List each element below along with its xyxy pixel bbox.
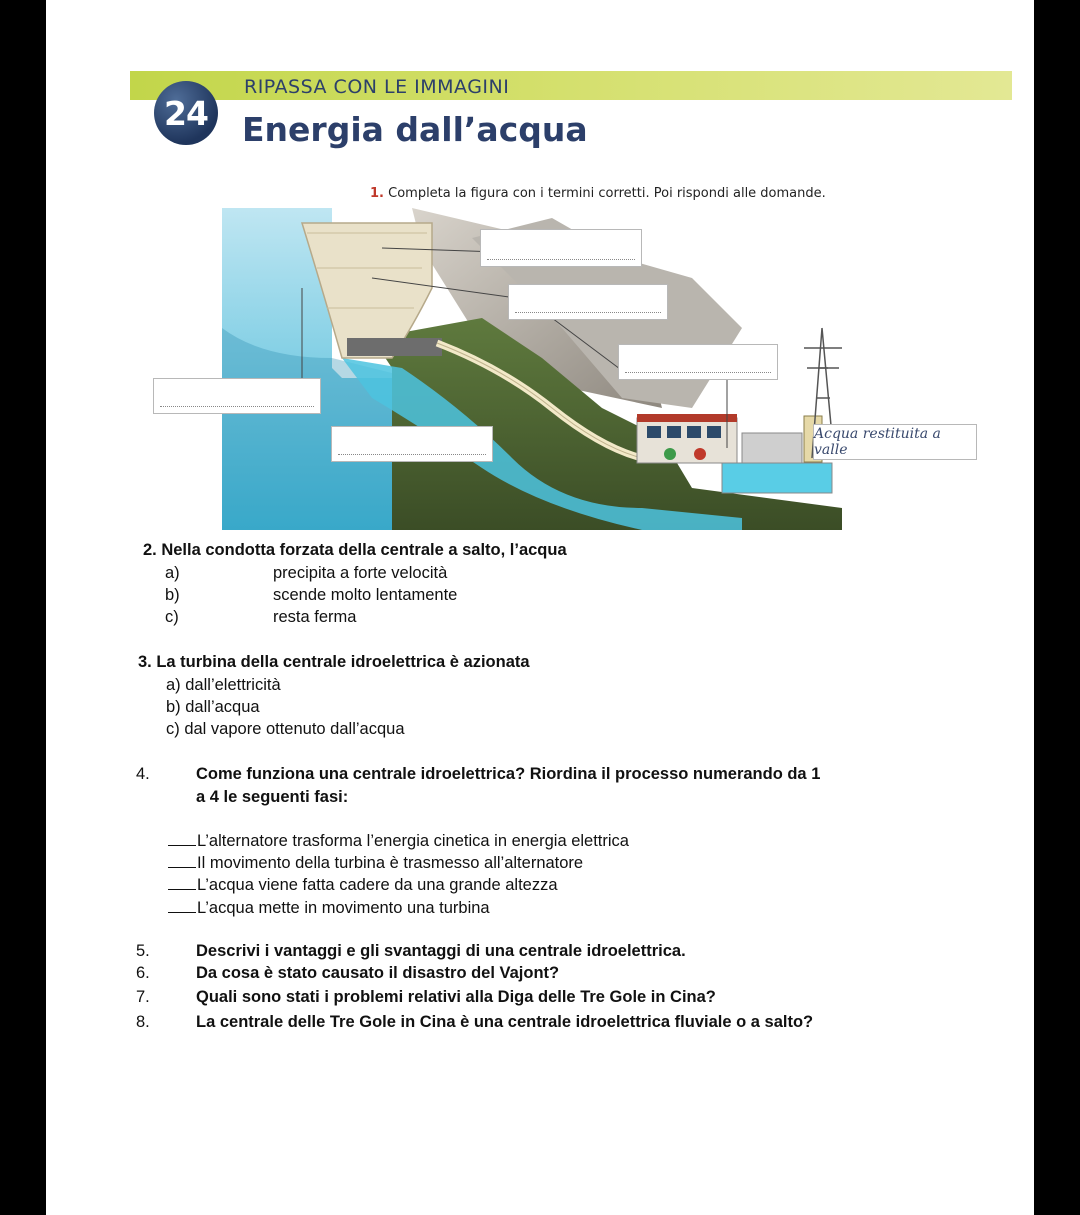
question-3-option-a[interactable]: a) dall’elettricità bbox=[166, 676, 281, 694]
question-7-number: 7. bbox=[136, 988, 150, 1006]
question-8-text: La centrale delle Tre Gole in Cina è una centrale idroelettrica fluviale o a salto? bbox=[196, 1013, 814, 1031]
figure-blank-2[interactable] bbox=[508, 284, 668, 320]
phase-item bbox=[168, 876, 558, 895]
phase-item bbox=[168, 899, 490, 918]
question-2-option-c[interactable]: resta ferma bbox=[273, 608, 357, 626]
question-2-option-b[interactable]: scende molto lentamente bbox=[273, 586, 458, 604]
power-house bbox=[637, 418, 737, 463]
phase-number-blank[interactable] bbox=[168, 912, 196, 913]
figure-label-outflow: Acqua restituita a valle bbox=[813, 424, 977, 460]
question-2-option-a[interactable]: precipita a forte velocità bbox=[273, 564, 448, 582]
question-2-stem: 2. Nella condotta forzata della centrale a salto, l’acqua bbox=[143, 541, 567, 559]
figure-blank-1[interactable] bbox=[480, 229, 642, 267]
phase-text: Il movimento della turbina è trasmesso all’alternatore bbox=[197, 854, 584, 872]
figure-blank-4[interactable] bbox=[153, 378, 321, 414]
page-title: Energia dall’acqua bbox=[242, 110, 588, 149]
outflow-basin bbox=[722, 463, 832, 493]
phase-number-blank[interactable] bbox=[168, 867, 196, 868]
question-8-number: 8. bbox=[136, 1013, 150, 1031]
question-4-stem-line1: Come funziona una centrale idroelettrica? Riordina il processo numerando da 1 bbox=[196, 765, 821, 783]
question-3-stem: 3. La turbina della centrale idroelettrica è azionata bbox=[138, 653, 530, 671]
phase-number-blank[interactable] bbox=[168, 845, 196, 846]
question-6-text: Da cosa è stato causato il disastro del Vajont? bbox=[196, 964, 560, 982]
phase-item bbox=[168, 832, 629, 851]
figure-blank-5[interactable] bbox=[331, 426, 493, 462]
question-4-number: 4. bbox=[136, 765, 150, 783]
question-5-number: 5. bbox=[136, 942, 150, 960]
figure-blank-3[interactable] bbox=[618, 344, 778, 380]
phase-number-blank[interactable] bbox=[168, 889, 196, 890]
phase-text: L’acqua mette in movimento una turbina bbox=[197, 899, 490, 917]
worksheet-page bbox=[46, 0, 1034, 1215]
exercise-instruction bbox=[370, 186, 826, 201]
exercise-number: 1. bbox=[370, 186, 384, 201]
phase-text: L’alternatore trasforma l’energia cinetica in energia elettrica bbox=[197, 832, 629, 850]
phase-text: L’acqua viene fatta cadere da una grande altezza bbox=[197, 876, 558, 894]
question-2-option-a-letter: a) bbox=[165, 564, 180, 582]
question-2-option-b-letter: b) bbox=[165, 586, 180, 604]
substation bbox=[742, 433, 802, 463]
question-5-text: Descrivi i vantaggi e gli svantaggi di una centrale idroelettrica. bbox=[196, 942, 686, 960]
phase-item bbox=[168, 854, 583, 873]
question-2-option-c-letter: c) bbox=[165, 608, 179, 626]
dam-base bbox=[347, 338, 442, 356]
question-6-number: 6. bbox=[136, 964, 150, 982]
question-4-stem-line2: a 4 le seguenti fasi: bbox=[196, 788, 349, 806]
section-kicker: RIPASSA CON LE IMMAGINI bbox=[244, 76, 510, 98]
question-3-option-c[interactable]: c) dal vapore ottenuto dall’acqua bbox=[166, 720, 405, 738]
question-3-option-b[interactable]: b) dall’acqua bbox=[166, 698, 260, 716]
question-7-text: Quali sono stati i problemi relativi alla Diga delle Tre Gole in Cina? bbox=[196, 988, 716, 1006]
unit-number-badge: 24 bbox=[154, 81, 218, 145]
exercise-instruction-text: Completa la figura con i termini corretti. Poi rispondi alle domande. bbox=[388, 186, 826, 201]
